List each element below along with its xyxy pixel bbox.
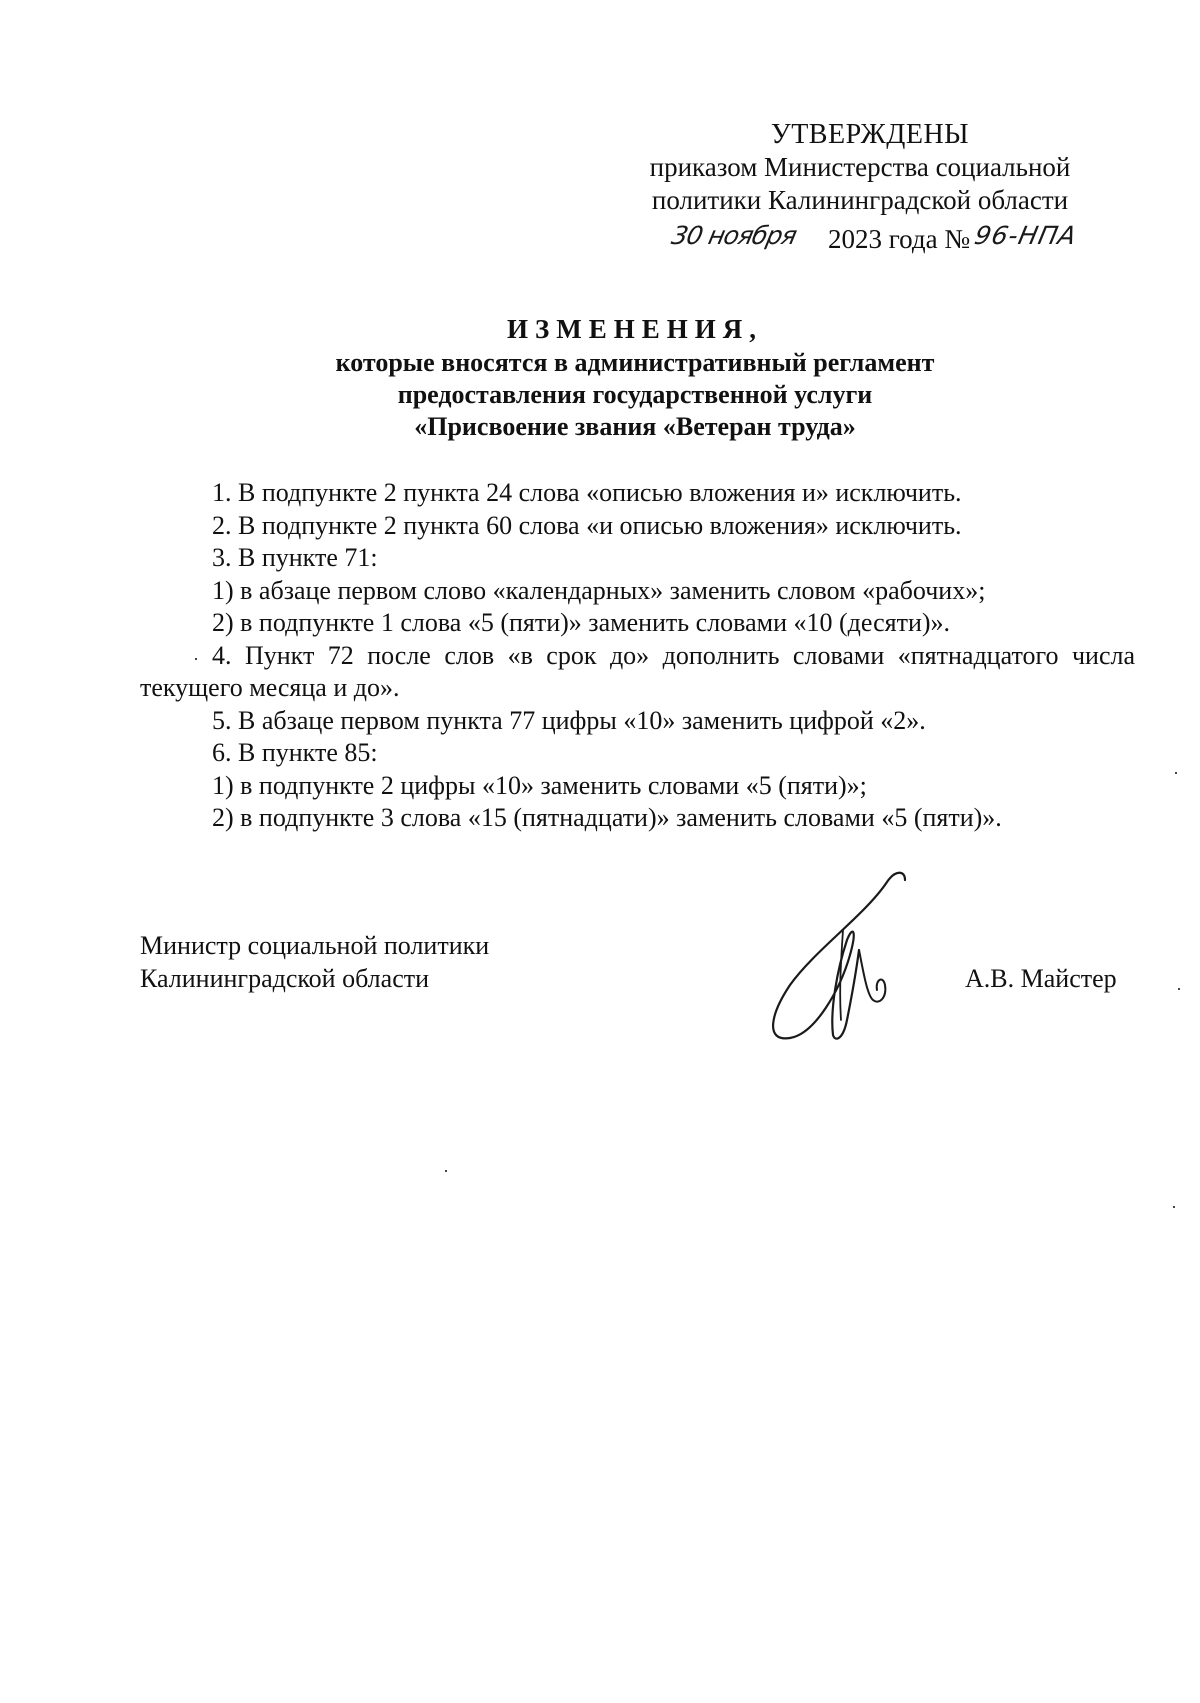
title-line-1: которые вносятся в административный регламент xyxy=(335,348,935,377)
handwritten-order-number: 96-НПА xyxy=(971,221,1080,250)
title-line-3: «Присвоение звания «Ветеран труда» xyxy=(414,412,856,441)
approval-line-2: политики Калининградской области xyxy=(651,185,1069,215)
amendment-subitem: 1) в абзаце первом слово «календарных» заменить словом «рабочих»; xyxy=(212,575,986,605)
approval-date-line xyxy=(600,217,1120,259)
amendment-item: 1. В подпункте 2 пункта 24 слова «описью вложения и» исключить. xyxy=(212,478,962,507)
document-title xyxy=(160,313,1110,443)
handwritten-signature xyxy=(755,870,925,1045)
approval-year-text: 2023 года № xyxy=(828,224,971,254)
scan-speck xyxy=(1175,772,1177,774)
signer-name: А.В. Майстер xyxy=(965,964,1117,993)
amendment-item: 5. В абзаце первом пункта 77 цифры «10» заменить цифрой «2». xyxy=(212,705,926,735)
amendment-item: 3. В пункте 71: xyxy=(212,543,378,572)
signer-position-line-2: Калининградской области xyxy=(140,963,430,993)
signer-position xyxy=(140,930,489,995)
scan-speck xyxy=(445,1170,447,1172)
amendment-subitem: 1) в подпункте 2 цифры «10» заменить словами «5 (пяти)»; xyxy=(212,770,867,800)
amendment-item: 4. Пункт 72 после слов «в срок до» дополнить словами «пятнадцатого числа текущего месяца и до». xyxy=(140,640,1135,702)
scan-speck xyxy=(1173,1206,1175,1208)
handwritten-date: 30 ноября xyxy=(668,221,799,250)
amendment-subitem: 2) в подпункте 3 слова «15 (пятнадцати)» заменить словами «5 (пяти)». xyxy=(212,803,1002,832)
scan-speck xyxy=(195,658,197,660)
signer-position-line-1: Министр социальной политики xyxy=(140,931,490,960)
title-main: ИЗМЕНЕНИЯ, xyxy=(506,314,763,344)
title-line-2: предоставления государственной услуги xyxy=(397,380,873,409)
amendment-item: 2. В подпункте 2 пункта 60 слова «и описью вложения» исключить. xyxy=(212,510,962,540)
approval-block xyxy=(600,118,1120,259)
approval-line-1: приказом Министерства социальной xyxy=(649,152,1071,182)
amendments-list xyxy=(140,477,1135,835)
amendment-subitem: 2) в подпункте 1 слова «5 (пяти)» заменить словами «10 (десяти)». xyxy=(212,608,951,637)
amendment-item: 6. В пункте 85: xyxy=(212,738,378,767)
scan-speck xyxy=(1178,988,1180,990)
approval-heading: УТВЕРЖДЕНЫ xyxy=(770,119,970,150)
